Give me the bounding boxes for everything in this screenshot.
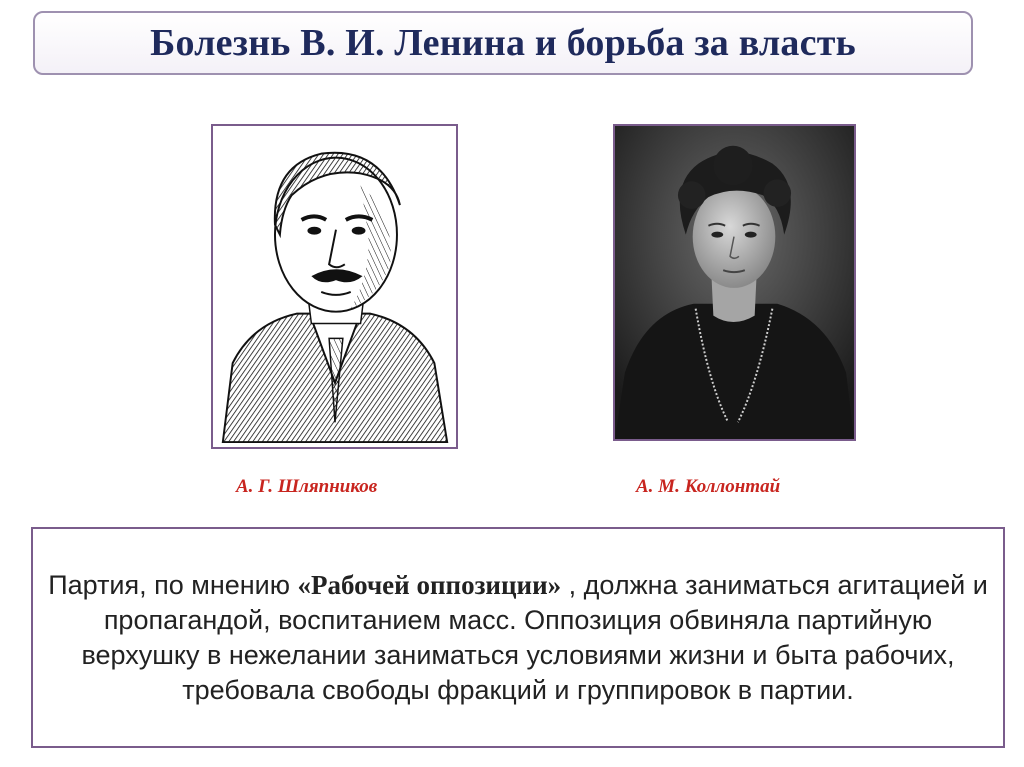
title-box: [33, 11, 973, 75]
portrait-kollontai: [613, 124, 856, 441]
body-text-after: , должна заниматься агитацией и пропагандой, воспитанием масс. Оппозиция обвиняла партийную верхушку в нежелании заниматься условиями жизни и быта рабочих, требовала свободы фракций и группировок в партии.: [81, 569, 988, 705]
engraved-portrait-man-icon: [213, 126, 456, 447]
slide-title: Болезнь В. И. Ленина и борьба за власть: [150, 22, 856, 64]
portrait-shlyapnikov: [211, 124, 458, 449]
photo-portrait-woman-icon: [615, 126, 854, 439]
caption-kollontai: А. М. Коллонтай: [636, 476, 781, 497]
body-text: [47, 568, 989, 708]
body-text-before: Партия, по мнению: [48, 569, 298, 600]
body-text-box: [31, 527, 1005, 748]
caption-shlyapnikov: А. Г. Шляпников: [236, 476, 378, 497]
body-text-emphasis: «Рабочей оппозиции»: [297, 569, 562, 600]
